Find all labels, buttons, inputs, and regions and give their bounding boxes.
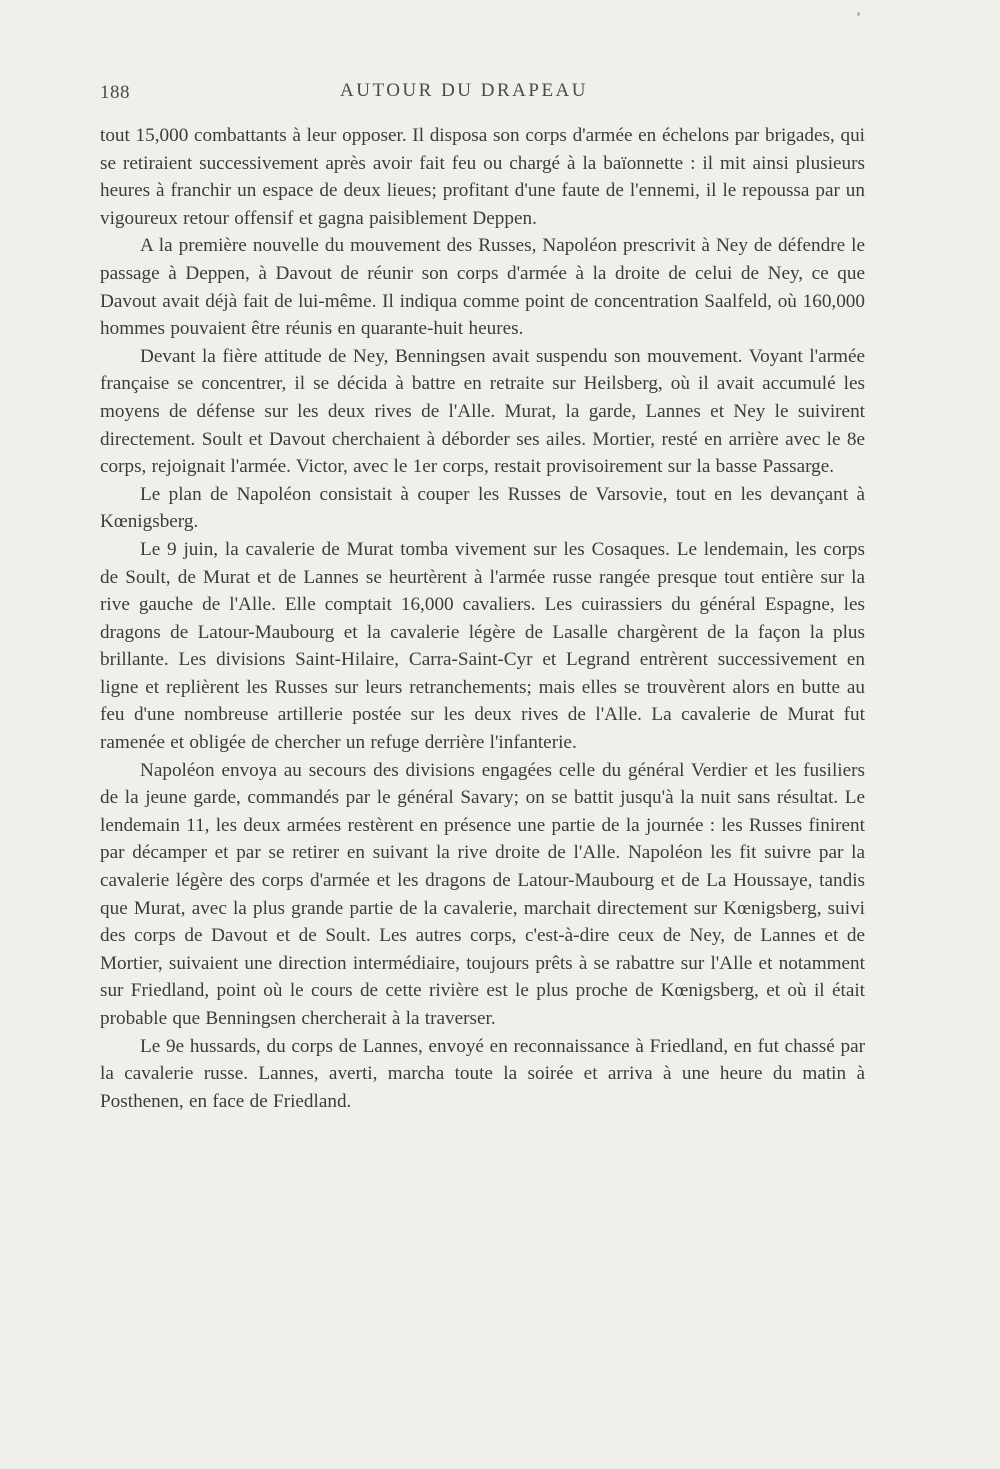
paragraph-7: Le 9e hussards, du corps de Lannes, envoyé en reconnaissance à Friedland, en fut chassé par la cavalerie russe. Lannes, averti, marcha toute la soirée et arriva à une heure du matin à Posthenen, en face de Friedland. <box>100 1035 865 1112</box>
paragraph-4: Le plan de Napoléon consistait à couper les Russes de Varsovie, tout en les devançant à Kœnigsberg. <box>100 483 865 533</box>
paragraph-3: Devant la fière attitude de Ney, Benningsen avait suspendu son mouvement. Voyant l'armée française se concentrer, il se décida à battre en retraite sur Heilsberg, où il avait accumulé les moyens de défense sur les deux rives de l'Alle. Murat, la garde, Lannes et Ney le suivirent directement. Soult et Davout cherchaient à déborder ses ailes. Mortier, resté en arrière avec le 8e corps, rejoignait l'armée. Victor, avec le 1er corps, restait provisoirement sur la basse Passarge. <box>100 345 865 478</box>
page-number: 188 <box>100 82 130 103</box>
running-title: AUTOUR DU DRAPEAU <box>340 80 588 101</box>
paragraph-5: Le 9 juin, la cavalerie de Murat tomba vivement sur les Cosaques. Le lendemain, les corps de Soult, de Murat et de Lannes se heurtèrent à l'armée russe rangée presque tout entière sur la rive gauche de l'Alle. Elle comptait 16,000 cavaliers. Les cuirassiers du général Espagne, les dragons de Latour-Maubourg et la cavalerie légère de Lasalle chargèrent de la façon la plus brillante. Les divisions Saint-Hilaire, Carra-Saint-Cyr et Legrand entrèrent successivement en ligne et replièrent les Russes sur leurs retranchements; mais elles se trouvèrent alors en butte au feu d'une nombreuse artillerie postée sur les deux rives de l'Alle. La cavalerie de Murat fut ramenée et obligée de chercher un refuge derrière l'infanterie. <box>100 538 865 754</box>
paragraph-2: A la première nouvelle du mouvement des Russes, Napoléon prescrivit à Ney de défendre le passage à Deppen, à Davout de réunir son corps d'armée à la droite de celui de Ney, ce que Davout avait déjà fait de lui-même. Il indiqua comme point de concentration Saalfeld, où 160,000 hommes pouvaient être réunis en quarante-huit heures. <box>100 235 865 340</box>
paper-speck <box>857 12 860 16</box>
body-text <box>100 122 865 1115</box>
page-header <box>100 82 865 112</box>
paragraph-1: tout 15,000 combattants à leur opposer. Il disposa son corps d'armée en échelons par brigades, qui se retiraient successivement après avoir fait feu ou chargé à la baïonnette : il mit ainsi plusieurs heures à franchir un espace de deux lieues; profitant d'une faute de l'ennemi, il le repoussa par un vigoureux retour offensif et gagna paisiblement Deppen. <box>100 125 865 229</box>
paragraph-6: Napoléon envoya au secours des divisions engagées celle du général Verdier et les fusiliers de la jeune garde, commandés par le général Savary; on se battit jusqu'à la nuit sans résultat. Le lendemain 11, les deux armées restèrent en présence une partie de la journée : les Russes finirent par décamper et par se retirer en suivant la rive droite de l'Alle. Napoléon les fit suivre par la cavalerie légère des corps d'armée et les dragons de Latour-Maubourg et de La Houssaye, tandis que Murat, avec la plus grande partie de la cavalerie, marchait directement sur Kœnigsberg, suivi des corps de Davout et de Soult. Les autres corps, c'est-à-dire ceux de Ney, de Lannes et de Mortier, suivaient une direction intermédiaire, toujours prêts à se rabattre sur l'Alle et notamment sur Friedland, point où le cours de cette rivière est le plus proche de Kœnigsberg, et où il était probable que Benningsen chercherait à la traverser. <box>100 759 865 1029</box>
